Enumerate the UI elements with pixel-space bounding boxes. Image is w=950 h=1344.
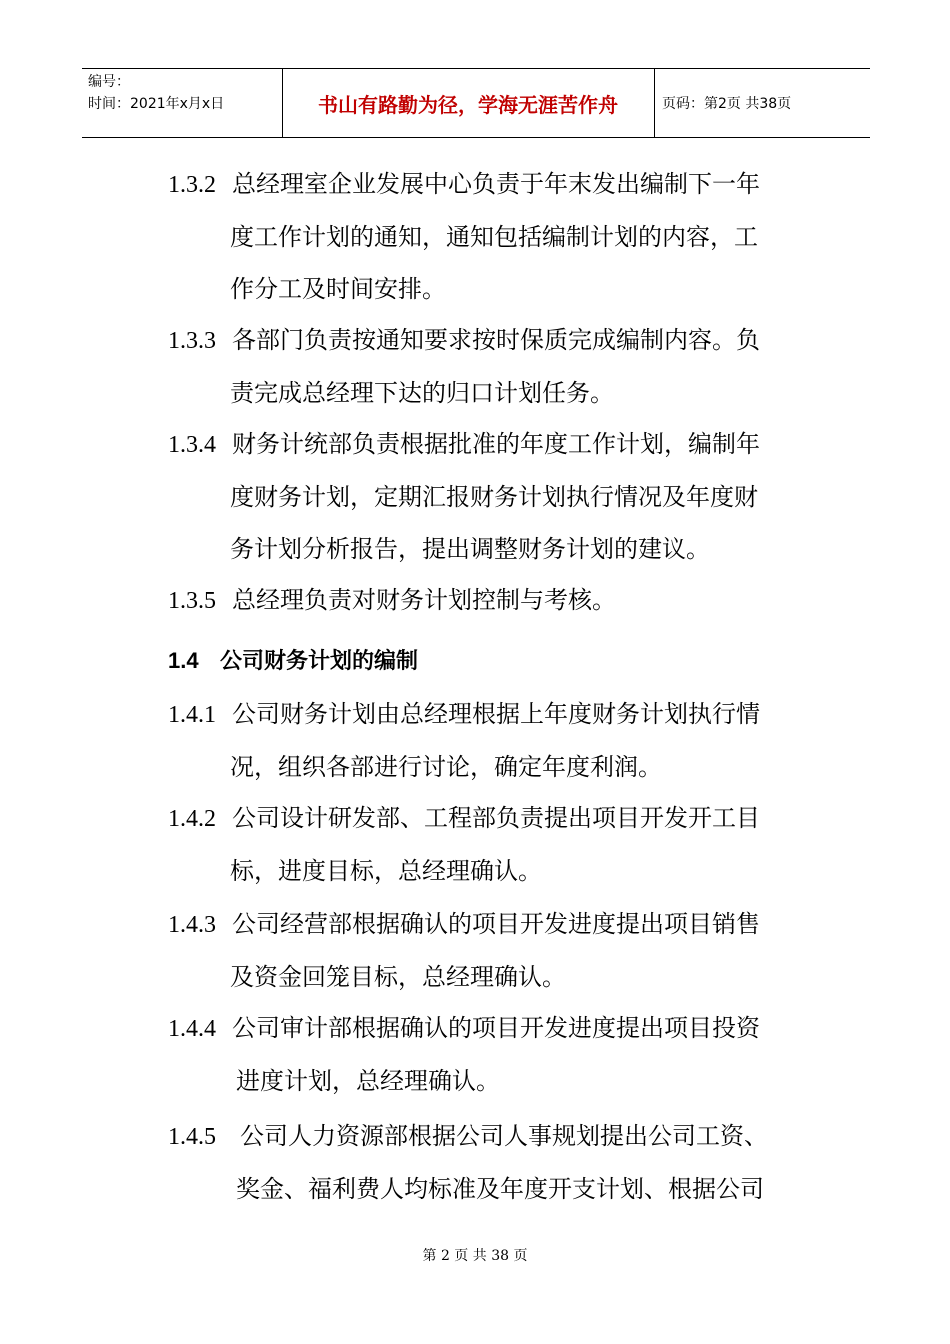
section-text: 公司审计部根据确认的项目开发进度提出项目投资: [232, 1014, 760, 1042]
section-1-3-3: [168, 314, 818, 419]
section-number: 1.3.5: [168, 588, 216, 614]
section-text-line: 责完成总经理下达的归口计划任务。: [230, 379, 614, 407]
section-heading-1-4: [168, 644, 418, 675]
section-1-3-2: [168, 158, 818, 315]
section-text-line: 奖金、福利费人均标准及年度开支计划、根据公司: [236, 1175, 764, 1203]
number-label: 编号：: [88, 74, 130, 90]
page-footer: 第 2 页 共 38 页: [422, 1248, 528, 1264]
section-number: 1.3.4: [168, 432, 216, 458]
heading-number: 1.4: [168, 648, 199, 673]
section-1-3-4: [168, 418, 818, 575]
section-1-4-3: [168, 898, 818, 1003]
section-1-4-4: [168, 1002, 818, 1107]
time-label: 时间：2021年x月x日: [88, 96, 225, 112]
section-text-line: 务计划分析报告，提出调整财务计划的建议。: [230, 535, 710, 563]
section-1-4-1: [168, 688, 818, 793]
section-number: 1.4.1: [168, 702, 216, 728]
section-text: 总经理负责对财务计划控制与考核。: [232, 586, 616, 614]
section-text-line: 度工作计划的通知，通知包括编制计划的内容，工: [230, 223, 758, 251]
section-text: 公司经营部根据确认的项目开发进度提出项目销售: [232, 910, 760, 938]
section-text: 财务计统部负责根据批准的年度工作计划，编制年: [232, 430, 760, 458]
section-text: 总经理室企业发展中心负责于年末发出编制下一年: [232, 170, 760, 198]
section-text-line: 进度计划，总经理确认。: [236, 1067, 500, 1095]
header-page-info: 页码：第2页 共38页: [662, 96, 792, 112]
section-text-line: 度财务计划，定期汇报财务计划执行情况及年度财: [230, 483, 758, 511]
header-motto: 书山有路勤为径，学海无涯苦作舟: [318, 92, 618, 117]
section-text: 各部门负责按通知要求按时保质完成编制内容。负: [232, 326, 760, 354]
section-number: 1.4.5: [168, 1124, 216, 1150]
heading-text: 公司财务计划的编制: [220, 649, 419, 674]
section-text-line: 况，组织各部进行讨论，确定年度利润。: [230, 753, 662, 781]
section-number: 1.3.2: [168, 172, 216, 198]
section-text: 公司人力资源部根据公司人事规划提出公司工资、: [240, 1122, 768, 1150]
section-number: 1.4.2: [168, 806, 216, 832]
section-1-4-5: [168, 1110, 818, 1215]
section-text-line: 标，进度目标，总经理确认。: [230, 857, 542, 885]
section-text-line: 作分工及时间安排。: [230, 275, 446, 303]
section-text: 公司财务计划由总经理根据上年度财务计划执行情: [232, 700, 760, 728]
section-text: 公司设计研发部、工程部负责提出项目开发开工目: [232, 804, 760, 832]
document-header: [82, 68, 870, 138]
section-text-line: 及资金回笼目标，总经理确认。: [230, 963, 566, 991]
section-number: 1.4.3: [168, 912, 216, 938]
section-number: 1.3.3: [168, 328, 216, 354]
header-left-cell: [88, 71, 224, 115]
section-1-4-2: [168, 792, 818, 897]
section-1-3-5: [168, 574, 818, 627]
header-divider: [654, 69, 655, 137]
section-number: 1.4.4: [168, 1016, 216, 1042]
